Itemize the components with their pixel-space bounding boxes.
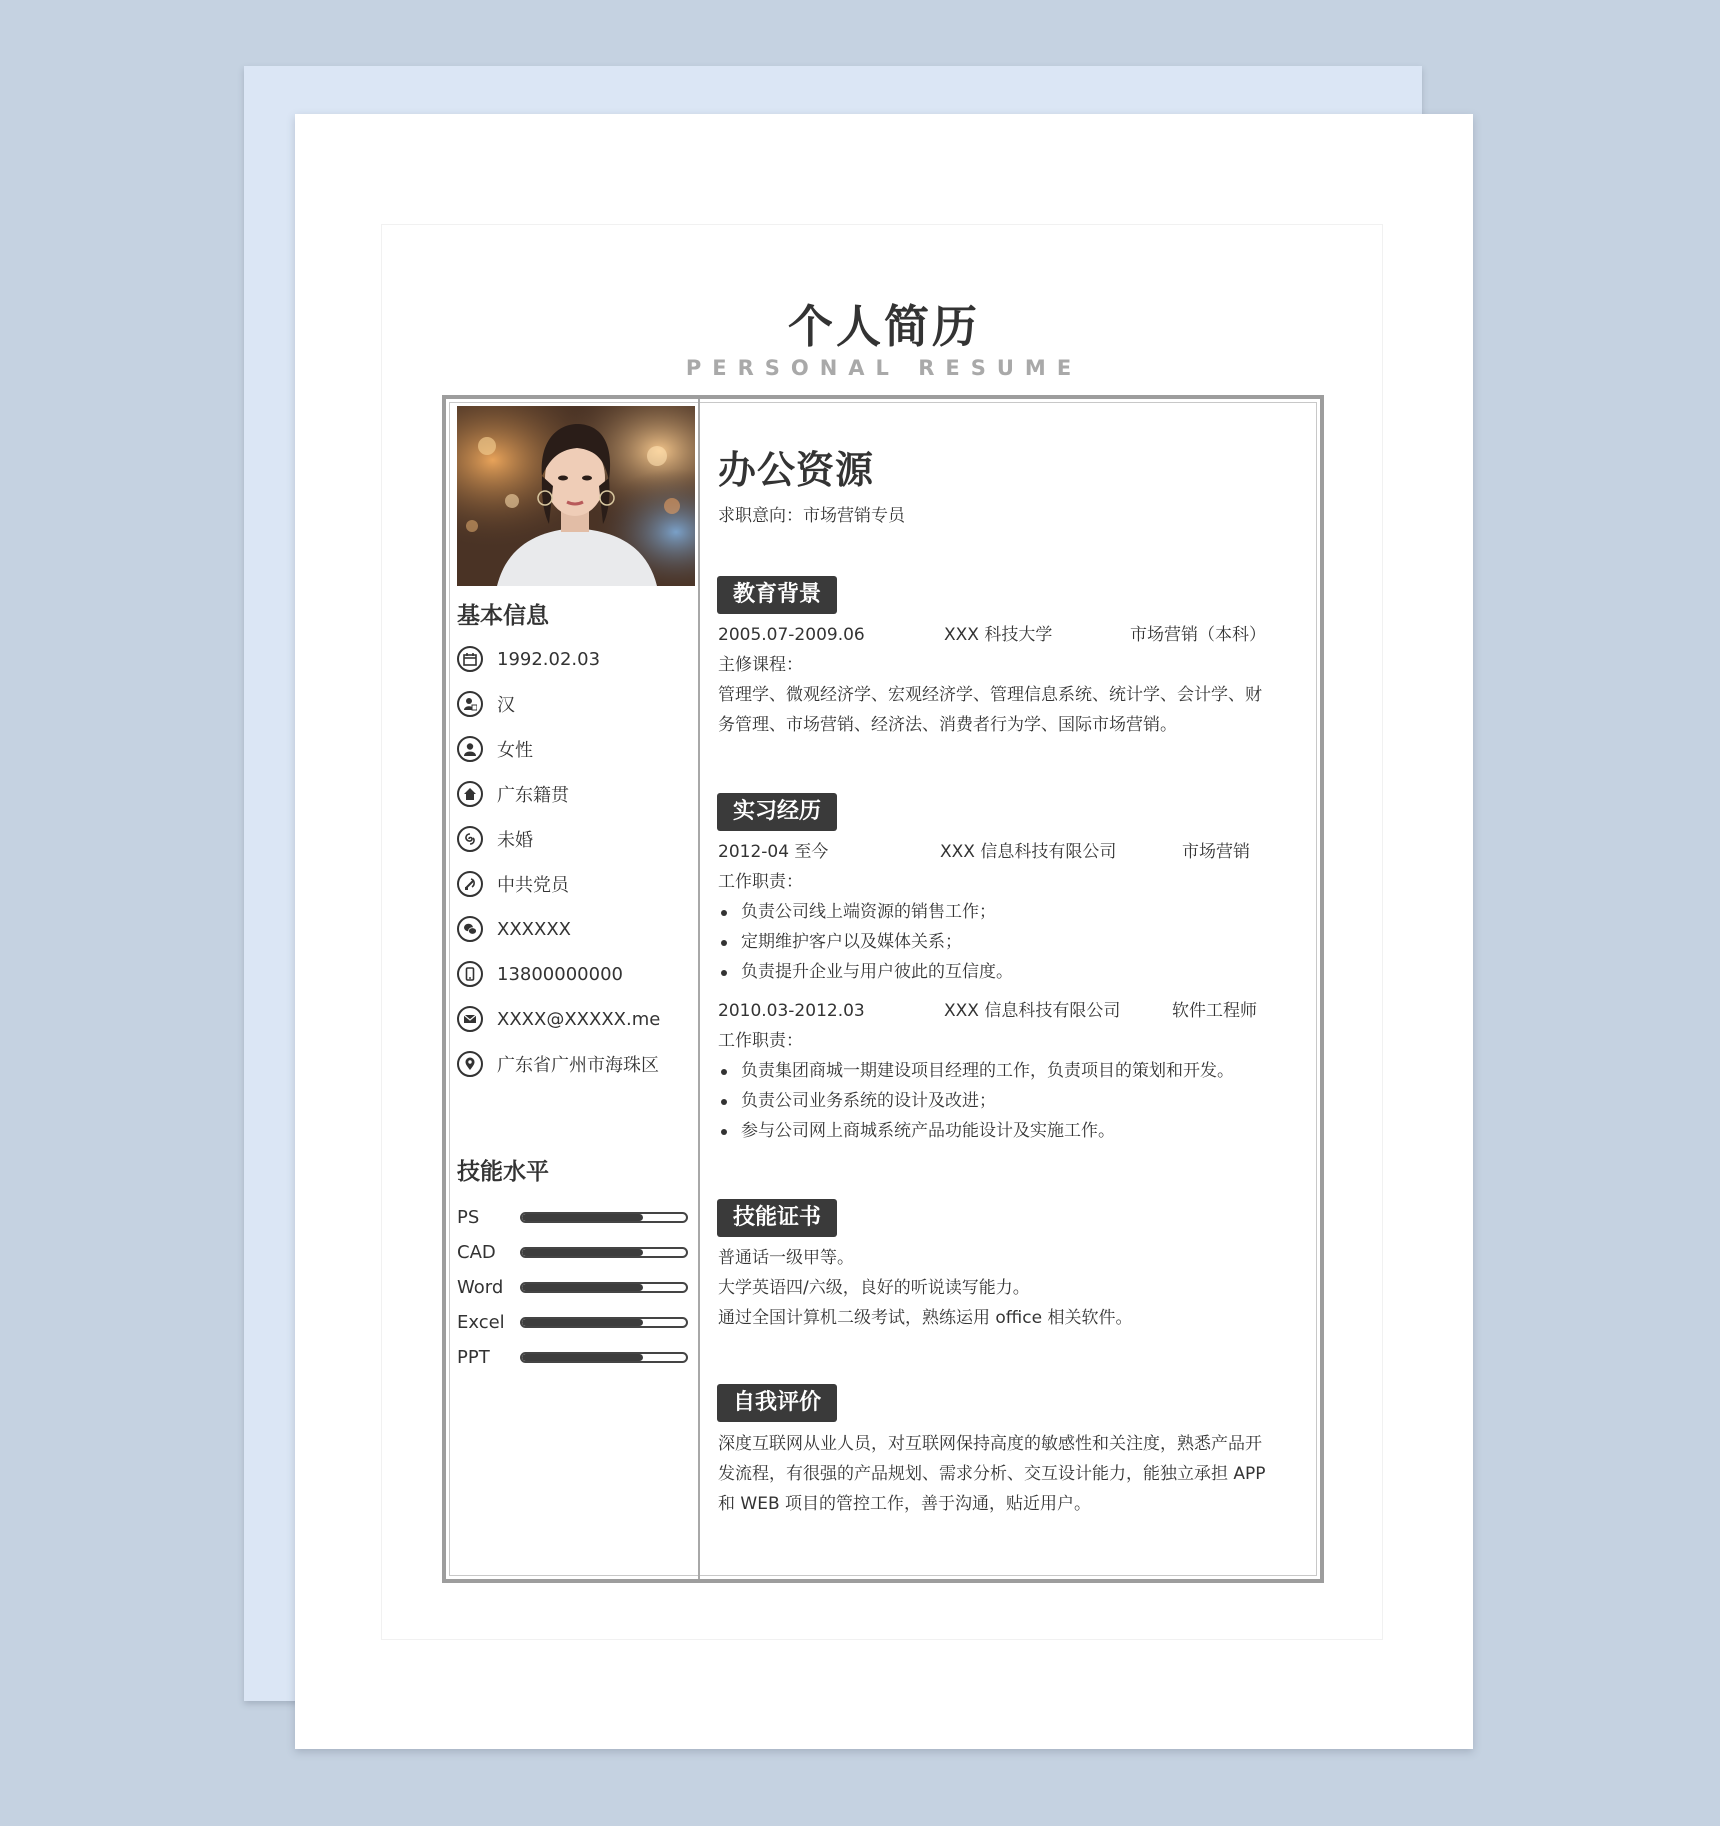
education-major: 市场营销（本科） — [1130, 625, 1266, 645]
info-origin — [457, 779, 569, 809]
info-ethnicity — [457, 689, 515, 719]
info-phone — [457, 959, 623, 989]
resume-page — [295, 114, 1473, 1749]
education-heading: 教育背景 — [717, 576, 837, 614]
calendar-icon — [457, 646, 483, 672]
info-marital — [457, 824, 533, 854]
job-period: 2012-04 至今 — [718, 842, 829, 862]
job-duty-item: 负责集团商城一期建设项目经理的工作，负责项目的策划和开发。 — [741, 1061, 1234, 1081]
skill-bar-fill — [522, 1319, 643, 1326]
phone-icon — [457, 961, 483, 987]
skill-name: CAD — [457, 1242, 496, 1263]
page-title: 个人简历 — [787, 300, 980, 353]
certificates-heading: 技能证书 — [717, 1199, 837, 1237]
location-icon — [457, 1051, 483, 1077]
self-evaluation-line: 发流程，有很强的产品规划、需求分析、交互设计能力，能独立承担 APP — [718, 1464, 1266, 1484]
self-evaluation-line: 深度互联网从业人员，对互联网保持高度的敏感性和关注度，熟悉产品开 — [718, 1434, 1262, 1454]
job-duties-label: 工作职责： — [718, 1031, 803, 1051]
job-duty-item: 负责提升企业与用户彼此的互信度。 — [741, 962, 1013, 982]
info-gender — [457, 734, 533, 764]
skill-name: Excel — [457, 1312, 505, 1333]
person-icon — [457, 736, 483, 762]
skill-bar — [520, 1352, 688, 1363]
profile-photo — [457, 406, 695, 586]
job-period: 2010.03-2012.03 — [718, 1001, 865, 1021]
education-period: 2005.07-2009.06 — [718, 625, 865, 645]
skill-ps — [457, 1207, 697, 1229]
skill-cad — [457, 1242, 697, 1264]
certificate-item: 大学英语四/六级，良好的听说读写能力。 — [718, 1278, 1030, 1298]
party-icon — [457, 871, 483, 897]
skill-bar — [520, 1212, 688, 1223]
info-email — [457, 1004, 660, 1034]
home-icon — [457, 781, 483, 807]
skill-name: PS — [457, 1207, 480, 1228]
internship-heading: 实习经历 — [717, 793, 837, 831]
info-birthdate-text: 1992.02.03 — [497, 648, 601, 670]
job-duty-item: 负责公司业务系统的设计及改进； — [741, 1091, 996, 1111]
skill-bar-fill — [522, 1249, 643, 1256]
job-duties-label: 工作职责： — [718, 872, 803, 892]
skills-heading: 技能水平 — [457, 1159, 549, 1185]
marriage-icon — [457, 826, 483, 852]
page-subtitle: PERSONAL RESUME — [685, 356, 1083, 380]
skill-name: Word — [457, 1277, 504, 1298]
info-ethnicity-text: 汉 — [497, 695, 515, 716]
basic-info-heading: 基本信息 — [457, 603, 549, 629]
skill-bar — [520, 1317, 688, 1328]
skill-word — [457, 1277, 697, 1299]
info-political-text: 中共党员 — [497, 875, 569, 896]
job-duty-item: 定期维护客户以及媒体关系； — [741, 932, 962, 952]
job-company: XXX 信息科技有限公司 — [940, 842, 1117, 862]
wechat-icon — [457, 916, 483, 942]
info-marital-text: 未婚 — [497, 830, 533, 851]
job-duty-item: 负责公司线上端资源的销售工作； — [741, 902, 996, 922]
info-birthdate — [457, 644, 600, 674]
info-political — [457, 869, 569, 899]
candidate-name: 办公资源 — [718, 448, 875, 492]
mail-icon — [457, 1006, 483, 1032]
self-evaluation-heading: 自我评价 — [717, 1384, 837, 1422]
skill-bar-fill — [522, 1214, 643, 1221]
education-courses-label: 主修课程： — [718, 655, 803, 675]
skill-name: PPT — [457, 1347, 490, 1368]
job-duty-item: 参与公司网上商城系统产品功能设计及实施工作。 — [741, 1121, 1115, 1141]
info-address — [457, 1049, 659, 1079]
resume-frame — [442, 395, 1324, 1583]
info-phone-text: 13800000000 — [497, 963, 623, 985]
skill-bar — [520, 1282, 688, 1293]
job-role: 软件工程师 — [1172, 1001, 1257, 1021]
self-evaluation-line: 和 WEB 项目的管控工作，善于沟通，贴近用户。 — [718, 1494, 1092, 1514]
education-school: XXX 科技大学 — [944, 625, 1053, 645]
certificate-item: 普通话一级甲等。 — [718, 1248, 854, 1268]
column-divider — [698, 399, 700, 1579]
info-email-text: XXXX@XXXXX.me — [497, 1008, 661, 1030]
skill-bar — [520, 1247, 688, 1258]
info-gender-text: 女性 — [497, 740, 533, 761]
info-wechat-text: XXXXXX — [497, 918, 571, 940]
info-origin-text: 广东籍贯 — [497, 785, 569, 806]
education-courses-line: 管理学、微观经济学、宏观经济学、管理信息系统、统计学、会计学、财 — [718, 685, 1262, 705]
certificate-item: 通过全国计算机二级考试，熟练运用 office 相关软件。 — [718, 1308, 1133, 1328]
skill-ppt — [457, 1347, 697, 1369]
ethnicity-icon — [457, 691, 483, 717]
job-role: 市场营销 — [1182, 842, 1250, 862]
job-company: XXX 信息科技有限公司 — [944, 1001, 1121, 1021]
info-address-text: 广东省广州市海珠区 — [497, 1055, 659, 1076]
education-courses-line: 务管理、市场营销、经济法、消费者行为学、国际市场营销。 — [718, 715, 1177, 735]
info-wechat — [457, 914, 571, 944]
skill-excel — [457, 1312, 697, 1334]
job-intention: 求职意向：市场营销专员 — [718, 506, 905, 526]
skill-bar-fill — [522, 1354, 643, 1361]
skill-bar-fill — [522, 1284, 643, 1291]
